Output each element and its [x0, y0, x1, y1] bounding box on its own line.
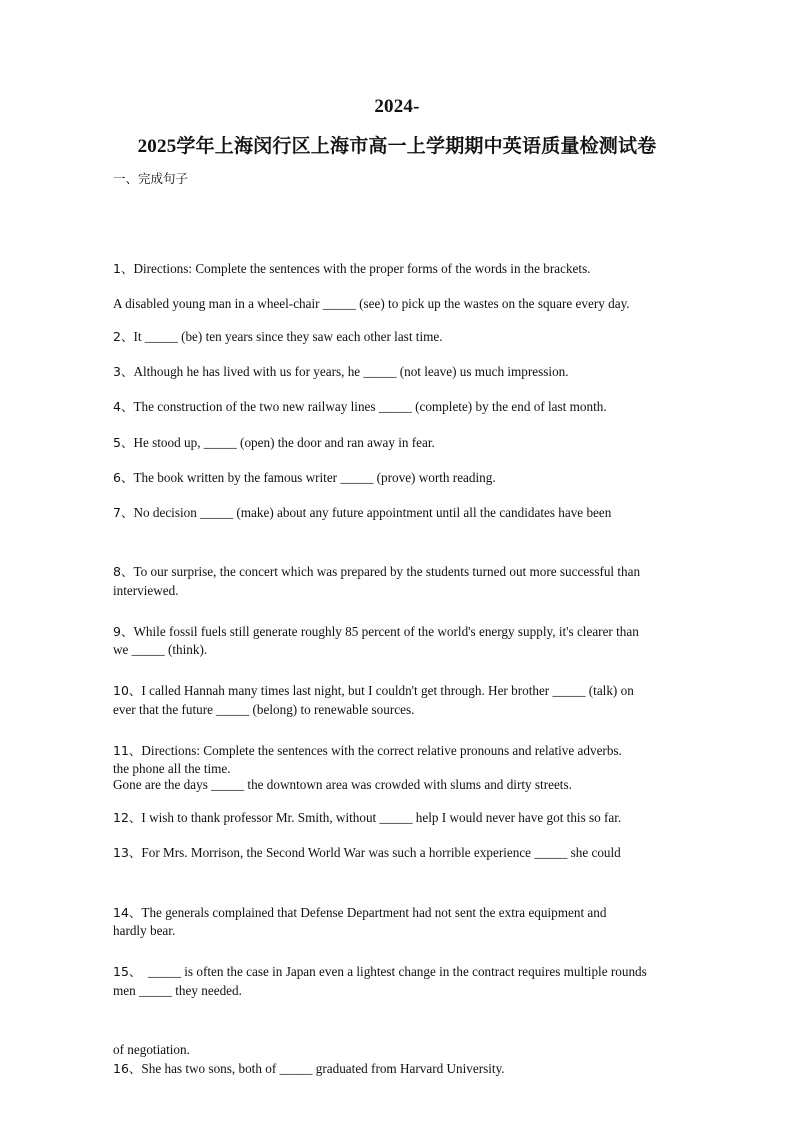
question-text: The construction of the two new railway lines _____ (complete) by the end of last month.: [133, 399, 607, 414]
question-text: I called Hannah many times last night, but I couldn't get through. Her brother _____ (talk) on: [141, 683, 634, 698]
question-number: 1、: [113, 261, 134, 276]
question-number: 3、: [113, 364, 134, 379]
question-text: He stood up, _____ (open) the door and ran away in fear.: [133, 435, 435, 450]
question-text: interviewed.: [113, 583, 179, 598]
question-text: A disabled young man in a wheel-chair _____ (see) to pick up the wastes on the square every day.: [113, 296, 630, 311]
exam-title-year: 2024-: [374, 96, 420, 117]
question-text: hardly bear.: [113, 923, 176, 938]
question-number: 2、: [113, 329, 134, 344]
question-text: the phone all the time.: [113, 761, 231, 776]
question-number: 7、: [113, 505, 134, 520]
question-text: To our surprise, the concert which was prepared by the students turned out more successful than: [133, 564, 641, 579]
question-number: 14、: [113, 905, 142, 920]
question-text: While fossil fuels still generate roughly 85 percent of the world's energy supply, it's clearer than: [133, 624, 639, 639]
question-number: 12、: [113, 810, 142, 825]
question-text: ever that the future _____ (belong) to renewable sources.: [113, 702, 415, 717]
question-text: Although he has lived with us for years, he _____ (not leave) us much impression.: [133, 364, 569, 379]
question-text: men _____ they needed.: [113, 983, 242, 998]
question-text: Gone are the days _____ the downtown area was crowded with slums and dirty streets.: [113, 777, 572, 792]
section-heading: 一、完成句子: [113, 171, 189, 186]
question-number: 15、: [113, 964, 142, 979]
question-text: For Mrs. Morrison, the Second World War was such a horrible experience _____ she could: [141, 845, 621, 860]
question-text: She has two sons, both of _____ graduated from Harvard University.: [141, 1061, 505, 1076]
question-number: 8、: [113, 564, 134, 579]
question-text: of negotiation.: [113, 1042, 190, 1057]
question-number: 13、: [113, 845, 142, 860]
question-number: 6、: [113, 470, 134, 485]
question-text: _____ is often the case in Japan even a lightest change in the contract requires multiple rounds: [141, 964, 647, 979]
question-text: I wish to thank professor Mr. Smith, without _____ help I would never have got this so far.: [141, 810, 622, 825]
question-text: It _____ (be) ten years since they saw each other last time.: [133, 329, 443, 344]
question-number: 9、: [113, 624, 134, 639]
question-text: The generals complained that Defense Department had not sent the extra equipment and: [141, 905, 607, 920]
question-text: Directions: Complete the sentences with the proper forms of the words in the brackets.: [133, 261, 591, 276]
question-text: The book written by the famous writer _____ (prove) worth reading.: [133, 470, 496, 485]
question-number: 4、: [113, 399, 134, 414]
question-text: we _____ (think).: [113, 642, 208, 657]
question-number: 5、: [113, 435, 134, 450]
question-number: 11、: [113, 743, 142, 758]
question-number: 10、: [113, 683, 142, 698]
question-16: [113, 1004, 679, 1134]
question-text: No decision _____ (make) about any future appointment until all the candidates have been: [133, 505, 612, 520]
question-number: 16、: [113, 1061, 142, 1076]
exam-title: 2025学年上海闵行区上海市高一上学期期中英语质量检测试卷: [137, 136, 657, 157]
question-text: Directions: Complete the sentences with the correct relative pronouns and relative adverbs.: [141, 743, 622, 758]
